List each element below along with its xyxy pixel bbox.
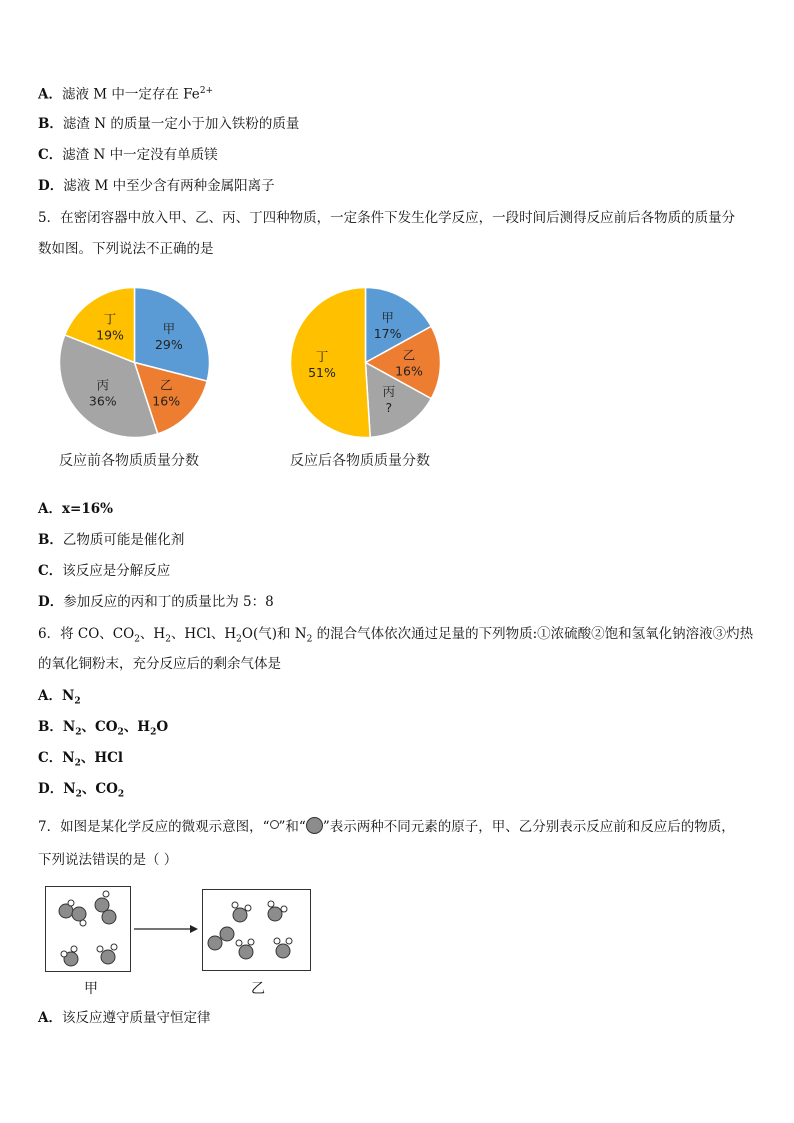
q5-stem-line2: 数如图。下列说法不正确的是 — [38, 241, 214, 257]
pie-slice-label: 16% — [152, 393, 181, 409]
pie-slice-label: 29% — [154, 336, 183, 352]
q6-option-d: D．$N_2$、$CO_2$ — [38, 781, 125, 800]
q5-option-b — [38, 531, 184, 549]
reaction-arrow — [133, 923, 199, 935]
option-text: 滤液 M 中一定存在 Fe — [61, 86, 200, 103]
white-atom-icon — [270, 820, 279, 829]
pie-slice-name: 乙 — [402, 347, 416, 363]
q4-option-c — [38, 146, 218, 164]
q6-stem-line2: 的氧化铜粉末，充分反应后的剩余气体是 — [38, 656, 281, 672]
option-label: B． — [38, 116, 63, 132]
option-text: 滤渣 N 中一定没有单质镁 — [62, 147, 218, 163]
product-molecules — [203, 890, 310, 970]
q6-option-c: C．$N_2$、HCl — [38, 750, 123, 769]
option-label: A． — [38, 86, 62, 103]
caption-reactant: 甲 — [84, 981, 98, 997]
option-label: A． — [38, 501, 62, 517]
option-text: 参加反应的丙和丁的质量比为 5：8 — [63, 594, 274, 610]
option-label: B． — [38, 532, 63, 548]
pie-chart-after — [283, 280, 448, 445]
option-label: D． — [38, 594, 64, 610]
pie-title-after: 反应后各物质质量分数 — [290, 453, 430, 469]
q7-stem-line1: 7．如图是某化学反应的微观示意图，“ ”和“ ”表示两种不同元素的原子，甲、乙分别表示反应前和反应后的物质， — [38, 819, 735, 835]
pie-slice-label: ? — [385, 400, 393, 416]
pie-slice-丁 — [290, 288, 370, 438]
q6-stem-line1: 6．将 CO、$CO_2$、$H_2$、HCl、$H_2O$(气)和 $N_2$ 的混合气体依次通过足量的下列物质:①浓硫酸②饱和氢氧化钠溶液③灼热 — [38, 626, 754, 645]
superscript: 2+ — [199, 86, 214, 96]
caption-product: 乙 — [251, 981, 265, 997]
q5-option-a — [38, 500, 113, 518]
pie-title-before: 反应前各物质质量分数 — [59, 453, 199, 469]
option-text: 乙物质可能是催化剂 — [62, 532, 185, 548]
option-label: C． — [38, 563, 63, 579]
option-label: D． — [38, 178, 64, 194]
q7-stem-line2: 下列说法错误的是（ ） — [38, 852, 178, 868]
pie-slice-name: 丁 — [103, 311, 117, 327]
q5-option-d — [38, 593, 274, 611]
pie-slice-name: 丙 — [96, 377, 110, 393]
option-text: 该反应是分解反应 — [62, 563, 171, 579]
pie-slice-name: 乙 — [159, 377, 173, 393]
reactant-molecules — [46, 887, 130, 971]
pie-slice-label: 51% — [308, 364, 336, 380]
q7-option-a: A．该反应遵守质量守恒定律 — [38, 1010, 211, 1026]
pie-slice-name: 甲 — [162, 320, 176, 336]
pie-slice-label: 19% — [96, 327, 124, 343]
grey-atom-icon — [306, 817, 323, 834]
q6-option-b: B．$N_2$、$CO_2$、$H_2O$ — [38, 719, 169, 738]
pie-slice-name: 甲 — [381, 310, 394, 326]
pie-slice-name: 丁 — [315, 348, 329, 364]
pie-slice-label: 36% — [88, 393, 117, 409]
pie-slice-label: 16% — [395, 363, 423, 379]
pie-slice-label: 17% — [373, 326, 402, 342]
q4-option-a — [38, 82, 213, 104]
pie-chart-before — [52, 280, 217, 445]
option-text: x=16% — [61, 501, 113, 517]
pie-slice-name: 丙 — [382, 384, 396, 400]
q4-option-b — [38, 115, 299, 133]
option-text: 滤液 M 中至少含有两种金属阳离子 — [63, 178, 275, 194]
q6-option-a: A．$N_2$ — [38, 688, 81, 707]
option-label: C． — [38, 147, 63, 163]
reactant-box — [45, 886, 131, 972]
product-box — [202, 889, 311, 971]
q4-option-d — [38, 177, 275, 195]
q5-option-c — [38, 562, 170, 580]
q5-stem-line1: 5．在密闭容器中放入甲、乙、丙、丁四种物质，一定条件下发生化学反应，一段时间后测得反应前后各物质的质量分 — [38, 210, 736, 226]
option-text: 滤渣 N 的质量一定小于加入铁粉的质量 — [62, 116, 300, 132]
